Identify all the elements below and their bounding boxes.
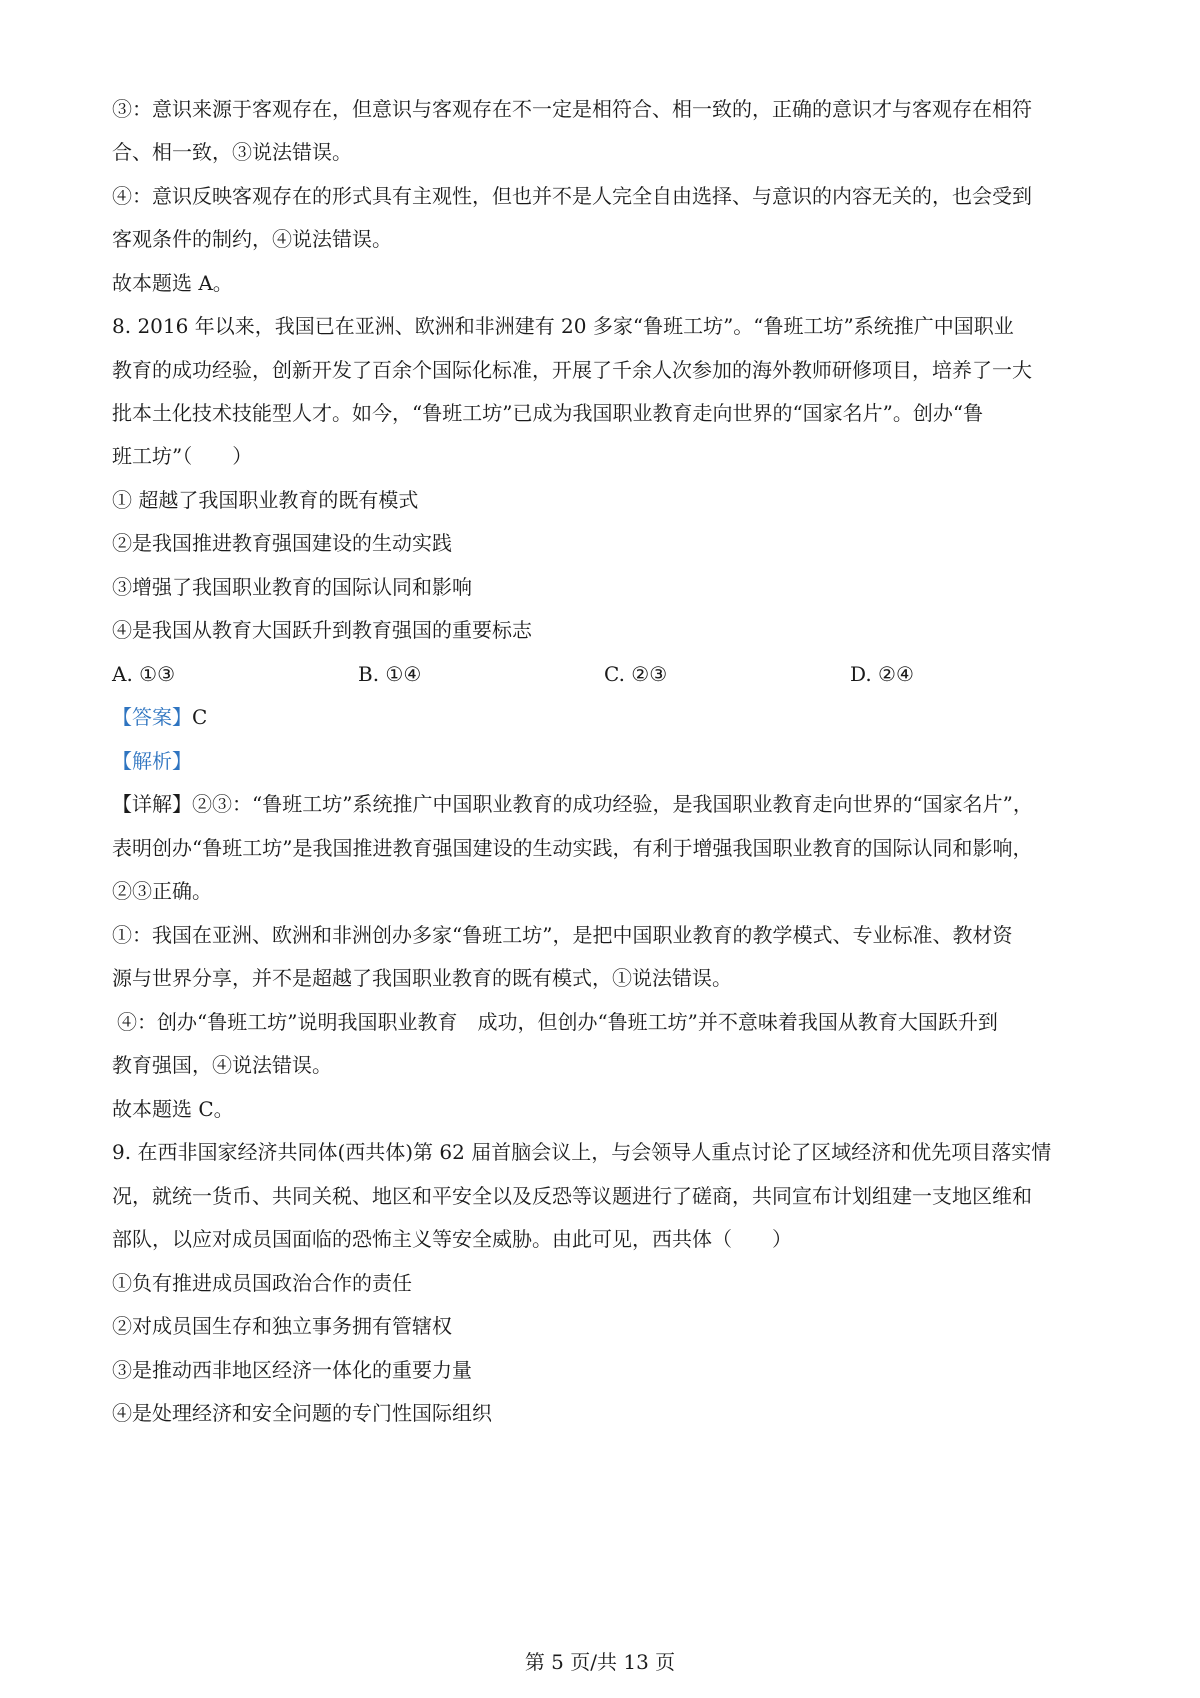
detail-line	[112, 790, 1033, 818]
question-8-stem-line: 批本土化技术技能型人才。如今，“鲁班工坊”已成为我国职业教育走向世界的“国家名片”。创办“鲁	[112, 401, 984, 425]
detail-line: ①：我国在亚洲、欧洲和非洲创办多家“鲁班工坊”，是把中国职业教育的教学模式、专业标准、教材资	[112, 923, 1013, 947]
option-d: D. ②④	[850, 662, 914, 686]
explanation-line: 客观条件的制约，④说法错误。	[112, 227, 392, 251]
explanation-line: 合、相一致，③说法错误。	[112, 140, 352, 164]
conclusion-line: 故本题选 A。	[112, 271, 233, 295]
question-9-item: ④是处理经济和安全问题的专门性国际组织	[112, 1401, 492, 1425]
question-9-stem-line: 部队，以应对成员国面临的恐怖主义等安全威胁。由此可见，西共体（ ）	[112, 1227, 792, 1251]
question-9-item: ③是推动西非地区经济一体化的重要力量	[112, 1358, 472, 1382]
explanation-line: ④：意识反映客观存在的形式具有主观性，但也并不是人完全自由选择、与意识的内容无关的，也会受到	[112, 184, 1032, 208]
question-9-stem-line: 9. 在西非国家经济共同体(西共体)第 62 届首脑会议上，与会领导人重点讨论了区域经济和优先项目落实情	[112, 1140, 1052, 1164]
question-8-item: ③增强了我国职业教育的国际认同和影响	[112, 575, 472, 599]
detail-line: 教育强国，④说法错误。	[112, 1053, 332, 1077]
explanation-line: ③：意识来源于客观存在，但意识与客观存在不一定是相符合、相一致的，正确的意识才与客观存在相符	[112, 97, 1032, 121]
detail-label: 【详解】	[112, 792, 192, 816]
detail-line: 表明创办“鲁班工坊”是我国推进教育强国建设的生动实践，有利于增强我国职业教育的国际认同和影响，	[112, 836, 1033, 860]
option-a: A. ①③	[112, 662, 176, 686]
question-8-options	[112, 660, 1112, 690]
answer-label: 【答案】	[112, 705, 192, 729]
option-c: C. ②③	[604, 662, 668, 686]
detail-line: ②③正确。	[112, 879, 212, 903]
question-9-stem-line: 况，就统一货币、共同关税、地区和平安全以及反恐等议题进行了磋商，共同宣布计划组建一支地区维和	[112, 1184, 1032, 1208]
conclusion-line: 故本题选 C。	[112, 1097, 234, 1121]
detail-line: 源与世界分享，并不是超越了我国职业教育的既有模式，①说法错误。	[112, 966, 732, 990]
question-8-stem-line: 8. 2016 年以来，我国已在亚洲、欧洲和非洲建有 20 多家“鲁班工坊”。“鲁班工坊”系统推广中国职业	[112, 314, 1014, 338]
detail-text: ②③：“鲁班工坊”系统推广中国职业教育的成功经验，是我国职业教育走向世界的“国家名片”，	[192, 792, 1033, 816]
detail-line: ④：创办“鲁班工坊”说明我国职业教育 成功，但创办“鲁班工坊”并不意味着我国从教育大国跃升到	[117, 1010, 998, 1034]
option-b: B. ①④	[358, 662, 422, 686]
answer-line	[112, 703, 207, 731]
question-8-item: ④是我国从教育大国跃升到教育强国的重要标志	[112, 618, 532, 642]
question-8-stem-line: 班工坊”（ ）	[112, 444, 253, 468]
answer-value: C	[192, 705, 208, 729]
question-9-item: ②对成员国生存和独立事务拥有管辖权	[112, 1314, 452, 1338]
question-8-stem-line: 教育的成功经验，创新开发了百余个国际化标准，开展了千余人次参加的海外教师研修项目，培养了一大	[112, 358, 1032, 382]
question-9-item: ①负有推进成员国政治合作的责任	[112, 1271, 412, 1295]
question-8-item: ① 超越了我国职业教育的既有模式	[112, 488, 419, 512]
page-number: 第 5 页/共 13 页	[524, 1650, 676, 1674]
question-8-item: ②是我国推进教育强国建设的生动实践	[112, 531, 452, 555]
analysis-label: 【解析】	[112, 749, 192, 773]
